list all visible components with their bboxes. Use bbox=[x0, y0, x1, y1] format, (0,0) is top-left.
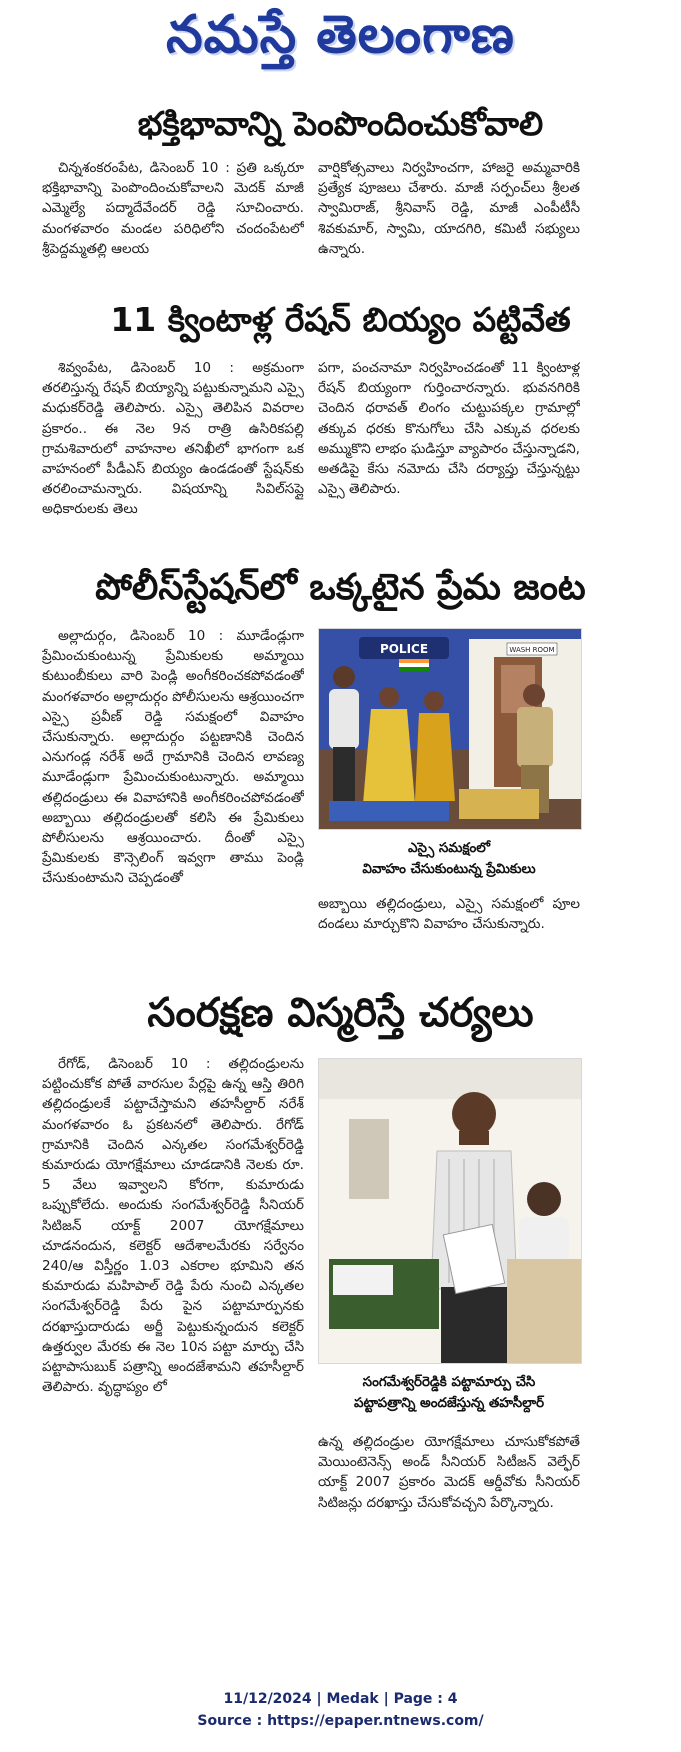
article-4-right-column bbox=[318, 1432, 580, 1528]
couple-wedding-illustration bbox=[319, 629, 581, 829]
wash-room-sign-text: WASH ROOM bbox=[509, 646, 555, 654]
police-banner-text: POLICE bbox=[379, 642, 429, 656]
article-1-right-column bbox=[318, 158, 580, 282]
article-4-photo-caption bbox=[318, 1372, 580, 1418]
article-3-caption-line-2: వివాహం చేసుకుంటున్న ప్రేమికులు bbox=[362, 862, 536, 877]
couple-wedding-photo bbox=[318, 628, 582, 830]
article-2-left-column bbox=[42, 358, 304, 546]
article-1-left-text: చిన్నశంకరంపేట, డిసెంబర్ 10 : ప్రతి ఒక్కరూ భక్తిభావాన్ని పెంపొందించుకోవాలని మెదక్ మాజీ ఎమ్మెల్యే పద్మాదేవేందర్ రెడ్డి సూచించారు. మంగళవారం మండల పరిధిలోని చందంపేటలో శ్రీపెద్దమ్మతల్లి ఆలయ bbox=[42, 160, 304, 257]
newspaper-title: నమస్తే తెలంగాణ bbox=[166, 4, 515, 65]
tahsildar-handover-photo bbox=[318, 1058, 582, 1364]
article-3-caption-line-1: ఎస్సై సమక్షంలో bbox=[407, 841, 491, 856]
article-4-left-text: రేగోడ్, డిసెంబర్ 10 : తల్లిదండ్రులను పట్టించుకోక పోతే వారసుల పేర్లపై ఉన్న ఆస్తి తిరిగి తల్లిదండ్రులకే పట్టాచేస్తామని తహసీల్దార్ నరేశ్ మంగళవారం ఓ ప్రకటనలో తెలిపారు. రేగోడ్ గ్రామానికి చెందిన ఎన్కతల సంగమేశ్వర్‌రెడ్డి కుమారుడు యోగక్షేమాలు చూడడానికి నెలకు రూ. 5 వేలు ఇవ్వాలని కోరగా, కుమారుడు ఒప్పుకోలేదు. అందుకు సంగమేశ్వర్‌రెడ్డి సీనియర్ సిటిజన్ యాక్ట్ 2007 యోగక్షేమాలు చూడనందున, కలెక్టర్ ఆదేశాలమేరకు సర్వేనం 240/ఆ విస్తీర్ణం 1.03 ఎకరాల భూమిని తన కుమారుడు మహిపాల్ రెడ్డి పేరు నుంచి ఎన్కతల సంగమేశ్వర్‌రెడ్డి పేరు పైన పట్టామార్పునకు దరఖాస్తుదారుడు అర్జీ పెట్టుకున్నందున కలెక్టర్ ఉత్తర్వుల మేరకు ఈ నెల 10న పట్టా మార్పు చేసి పట్టాపాసుబుక్ పత్రాన్ని అందజేశామని తహసీల్దార్ తెలిపారు. వృద్ధాప్యం లో bbox=[42, 1056, 304, 1396]
footer-source-line: Source : https://epaper.ntnews.com/ bbox=[197, 1713, 484, 1729]
masthead bbox=[0, 0, 681, 82]
article-3-left-text: అల్లాదుర్గం, డిసెంబర్ 10 : మూడేండ్లుగా ప్రేమించుకుంటున్న ప్రేమికులకు అమ్మాయి కుటుంబీకులు వారి పెండ్లి అంగీకరించకపోవడంతో మంగళవారం అల్లాదుర్గం పోలీసులను ఆశ్రయించ‌గా ఎస్సై ప్రవీణ్ రెడ్డి సమక్షంలో వివాహం చేసుకున్నారు. అల్లాదుర్గం పట్టణానికి చెందిన ఎనుగండ్ల నరేశ్ అదే గ్రామానికి చెందిన లావణ్య మూడేండ్లుగా ప్రేమించుకుంటున్నారు. అమ్మాయి తల్లిదండ్రులు ఈ వివాహానికి అంగీకరించపోవడంతో అబ్బాయి తల్లిదండ్రులతో కలిసి ఈ ప్రేమికులు పోలీసులను ఆశ్రయించారు. దీంతో ఎస్సై ప్రేమికులకు కౌన్సెలింగ్ ఇవ్వగా తాము పెండ్లి చేసుకుంటామని చెప్పడంతో bbox=[42, 628, 304, 887]
article-3-photo-caption bbox=[318, 838, 580, 884]
article-3-headline: పోలీస్‌స్టేషన్‌లో ఒక్కటైన ప్రేమ జంట bbox=[95, 567, 586, 608]
tahsildar-handover-illustration bbox=[319, 1059, 581, 1363]
article-1-right-text: వార్షికోత్సవాలు నిర్వహించగా, హాజరై అమ్మవారికి ప్రత్యేక పూజలు చేశారు. మాజీ సర్పంచ్‌లు శ్రీలత స్వామిరాజ్, శ్రీనివాస్ రెడ్డి, మాజీ ఎంపీటీసీ శివకుమార్, స్వామి, యాదగిరి, కమిటీ సభ్యులు ఉన్నారు. bbox=[318, 160, 580, 257]
article-1-left-column bbox=[42, 158, 304, 282]
article-4-left-column bbox=[42, 1054, 304, 1664]
article-4-caption-line-2: పట్టాపత్రాన్ని అందజేస్తున్న తహసీల్దార్ bbox=[353, 1396, 545, 1411]
article-4-headline: సంరక్షణ విస్మరిస్తే చర్యలు bbox=[147, 990, 534, 1036]
article-2-right-text: పగా, పంచనామా నిర్వహించడంతో 11 క్వింటాళ్ల రేషన్ బియ్యంగా గుర్తించారన్నారు. భువనగిరికి చెందిన ధరావత్ లింగం చుట్టుపక్కల గ్రామాల్లో తక్కువ ధరకు కొనుగోలు చేసి ఎక్కువ ధరలకు అమ్ముకొని లాభం ఘడిస్తూ వ్యాపారం చేస్తున్నాడని, అతడిపై కేసు నమోదు చేసి దర్యాప్తు చేస్తున్నట్టు ఎస్సై తెలిపారు. bbox=[318, 360, 580, 498]
article-3-right-text: అబ్బాయి తల్లిదండ్రులు, ఎస్సై సమక్షంలో పూల దండలు మార్చుకొని వివాహం చేసుకున్నారు. bbox=[318, 896, 580, 933]
article-2-left-text: శివ్వంపేట, డిసెంబర్ 10 : అక్రమంగా తరలిస్తున్న రేషన్ బియ్యాన్ని పట్టుకున్నామని ఎస్సై మధుకర్‌రెడ్డి తెలిపారు. ఎస్సై తెలిపిన వివరాల ప్రకారం.. ఈ నెల 9న రాత్రి ఉసిరికపల్లి గ్రామశివారులో వాహనాల తనిఖీలో భాగంగా ఒక వాహనంలో పీడీఎస్ బియ్యం ఉండడంతో స్టేషన్‌కు తరలించామన్నారు. విషయాన్ని సివిల్‌సప్లై అధికారులకు తెలు bbox=[42, 360, 304, 518]
article-3-right-column bbox=[318, 894, 580, 966]
article-2-right-column bbox=[318, 358, 580, 546]
page-footer bbox=[0, 1688, 681, 1738]
article-2-headline: 11 క్వింటాళ్ల రేషన్ బియ్యం పట్టివేత bbox=[110, 300, 571, 339]
article-3-left-column bbox=[42, 626, 304, 970]
article-4-right-text: ఉన్న తల్లిదండ్రుల యోగక్షేమాలు చూసుకోకపోతే మెయింటెనెన్స్ అండ్ సీనియర్ సిటీజన్ వెల్ఫేర్ యాక్ట్ 2007 ప్రకారం మెదక్ ఆర్డీవోకు సీనియర్ సిటిజన్లు దరఖాస్తు చేసుకోవచ్చని పేర్కొన్నారు. bbox=[318, 1434, 580, 1511]
footer-date-line: 11/12/2024 | Medak | Page : 4 bbox=[223, 1691, 458, 1707]
article-4-caption-line-1: సంగమేశ్వర్‌రెడ్డికి పట్టామార్పు చేసి bbox=[362, 1375, 536, 1390]
article-1-headline: భక్తిభావాన్ని పెంపొందించుకోవాలి bbox=[137, 104, 544, 143]
